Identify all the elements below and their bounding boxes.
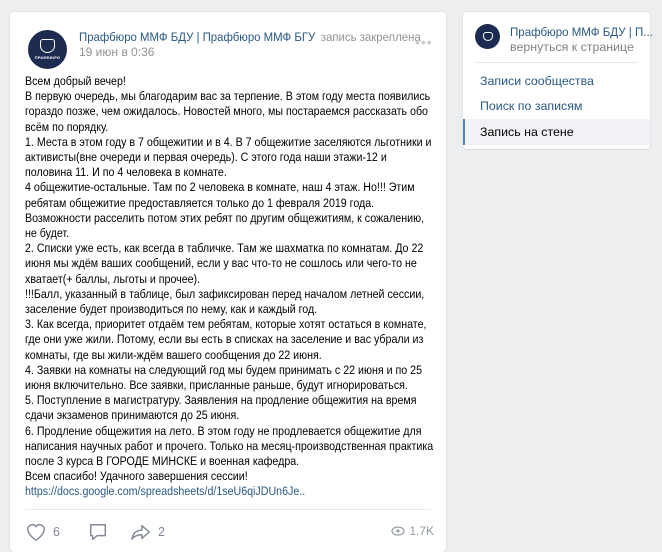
shield-logo-icon bbox=[483, 32, 493, 42]
post-text-line: В первую очередь, мы благодарим вас за терпение. В этом году места появились bbox=[25, 89, 431, 104]
post-text-line: 2. Списки уже есть, как всегда в табличке. Там же шахматка по комнатам. До 22 bbox=[25, 241, 424, 256]
community-avatar-small[interactable] bbox=[475, 24, 500, 49]
post-text-line: хватает(+ баллы, льготы и прочее). bbox=[25, 271, 201, 286]
nav-community-posts[interactable]: Записи сообщества bbox=[480, 74, 594, 88]
post-text-line: написания научных работ и прочего. Только на месяц-производственная практика bbox=[25, 438, 434, 453]
post-text-line: Возможности расселить потом этих ребят по другим общежитиям, к сожалению, bbox=[25, 210, 425, 225]
post-text-line: 4 общежитие-остальные. Там по 2 человека в комнате, наш 4 этаж. Но!!! Этим bbox=[25, 180, 415, 195]
nav-wall-post[interactable]: Запись на стене bbox=[463, 119, 650, 145]
post-text-line: после 3 курса В ГОРОДЕ МИНСКЕ и военная кафедра. bbox=[25, 454, 300, 469]
heart-icon bbox=[25, 522, 47, 542]
post-text-line: сдачи экзаменов принимаются до 25 июня. bbox=[25, 408, 240, 423]
post-text-line: 1. Места в этом году в 7 общежитии и в 4. В 7 общежитие заселяются льготники и bbox=[25, 134, 432, 149]
post-text-line: !!!Балл, указанный в таблице, был зафиксирован перед началом летней сессии, bbox=[25, 286, 425, 301]
post-text-line: всём по порядку. bbox=[25, 119, 109, 134]
post-text-line: июня включительно. Все заявки, присланные раньше, будут игнорироваться. bbox=[25, 378, 408, 393]
post-text bbox=[25, 74, 433, 500]
like-button[interactable] bbox=[25, 522, 60, 542]
post-text-line: 3. Как всегда, приоритет отдаём тем ребятам, которые хотят остаться в комнате, bbox=[25, 317, 427, 332]
post-text-line: половина 11. И по 4 человека в комнате. bbox=[25, 165, 227, 180]
community-avatar[interactable] bbox=[28, 30, 67, 69]
community-name-link[interactable]: Прафбюро ММФ БДУ | П... bbox=[510, 25, 653, 39]
post-card bbox=[10, 12, 446, 552]
post-text-line: ребятам общежитие предоставляется только до 1 февраля 2019 года. bbox=[25, 195, 375, 210]
spreadsheet-link[interactable]: https://docs.google.com/spreadsheets/d/1seU6qiJDUn6Je.. bbox=[25, 484, 306, 499]
eye-icon bbox=[391, 526, 405, 536]
author-link[interactable]: Прафбюро ММФ БДУ | Прафбюро ММФ БГУ bbox=[79, 30, 316, 44]
back-to-page-link[interactable]: вернуться к странице bbox=[510, 40, 634, 54]
post-text-line: июня мы ждём ваших сообщений, если у вас что-то не сошлось или чего-то не bbox=[25, 256, 417, 271]
shield-logo-icon bbox=[40, 39, 56, 54]
post-header bbox=[79, 30, 421, 44]
share-count: 2 bbox=[157, 525, 165, 539]
post-text-line: не будет. bbox=[25, 226, 70, 241]
post-text-line: заселение будет производиться по нему, как и каждый год. bbox=[25, 302, 318, 317]
post-text-line: гораздо позже, чем ожидалось. Новостей много, мы постараемся рассказать обо bbox=[25, 104, 428, 119]
like-count: 6 bbox=[53, 525, 60, 539]
divider bbox=[475, 62, 638, 63]
post-text-line: 4. Заявки на комнаты на следующий год мы будем принимать с 22 июня и по 25 bbox=[25, 362, 423, 377]
post-text-line: активисты(вне очереди и первая очередь). С этого года наши этажи-12 и bbox=[25, 150, 387, 165]
more-options-icon[interactable]: ••• bbox=[415, 34, 433, 50]
comment-button[interactable] bbox=[88, 522, 114, 542]
comment-icon bbox=[88, 522, 108, 542]
post-actions bbox=[25, 520, 181, 544]
nav-search-posts[interactable]: Поиск по записям bbox=[480, 99, 583, 113]
share-button[interactable] bbox=[130, 522, 165, 542]
post-text-line: Всем добрый вечер! bbox=[25, 74, 126, 88]
sidebar-card bbox=[463, 12, 653, 149]
views-counter bbox=[391, 524, 434, 538]
post-text-line: Всем спасибо! Удачного завершения сессии! bbox=[25, 469, 248, 484]
avatar-logo-text: ПРАФБЮРО bbox=[34, 55, 61, 61]
post-date[interactable]: 19 июн в 0:36 bbox=[79, 45, 155, 59]
post-text-line: 5. Поступление в магистратуру. Заявления на продление общежития на время bbox=[25, 393, 417, 408]
pinned-label: запись закреплена bbox=[320, 30, 421, 44]
post-text-line: 6. Продление общежития на лето. В этом году не продлевается общежитие для bbox=[25, 423, 422, 438]
post-text-line: где они уже жили. Потому, если вы есть в списках на заселение и вас убрали из bbox=[25, 332, 424, 347]
divider bbox=[25, 509, 431, 510]
views-count: 1.7K bbox=[409, 524, 434, 538]
share-icon bbox=[130, 522, 152, 542]
post-text-line: комнаты, где вы жили-ждём вашего сообщения до 22 июня. bbox=[25, 347, 322, 362]
